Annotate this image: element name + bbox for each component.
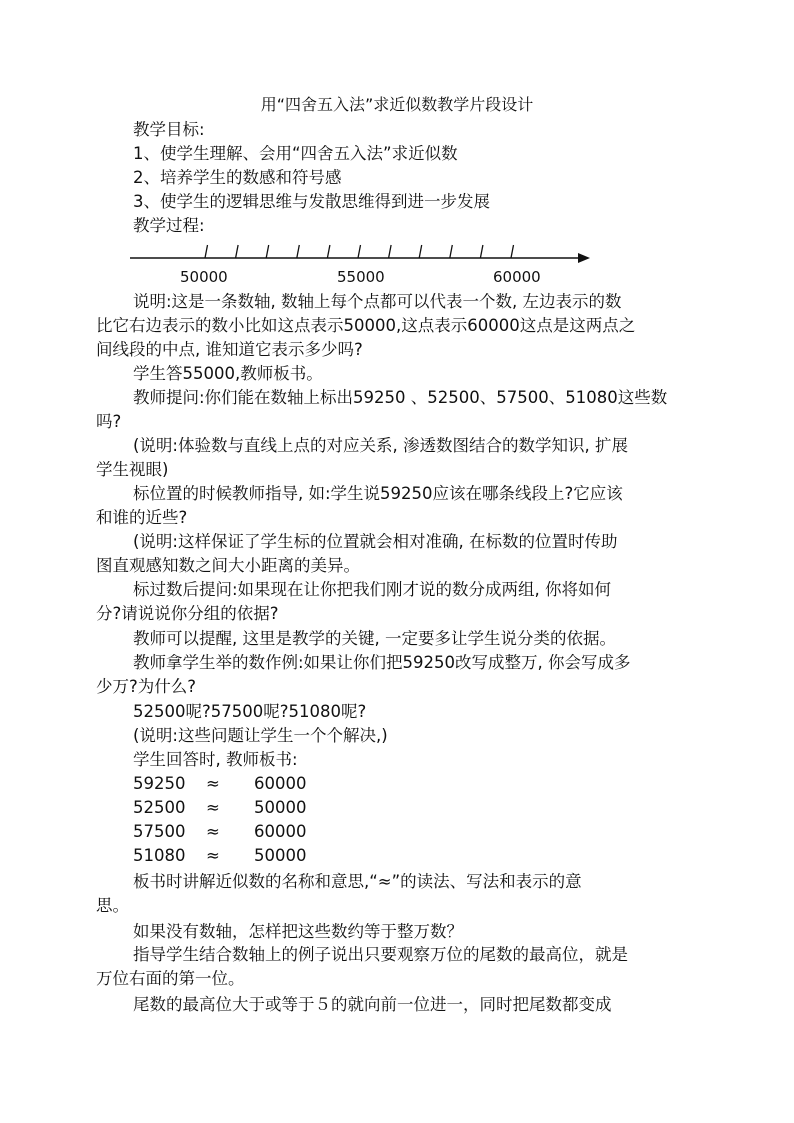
paragraph-line: 52500呢?57500呢?51080呢? xyxy=(133,702,367,721)
approx-right: 50000 xyxy=(254,798,307,817)
paragraph-line: 教师提问:你们能在数轴上标出59250 、52500、57500、51080这些数 xyxy=(133,388,668,407)
paragraph-line: 尾数的最高位大于或等于５的就向前一位进一，同时把尾数都变成 xyxy=(133,995,612,1014)
paragraph-line: 学生回答时, 教师板书: xyxy=(133,750,298,769)
number-line-tick xyxy=(511,245,514,258)
number-line-arrow xyxy=(578,253,590,263)
approx-symbol: ≈ xyxy=(206,798,220,817)
paragraph-line: 和谁的近些? xyxy=(96,508,188,527)
paragraph-line: 学生答55000,教师板书。 xyxy=(133,364,323,383)
paragraph-line: 分?请说说你分组的依据? xyxy=(96,604,279,623)
paragraph-line: 吗? xyxy=(96,412,122,431)
tick-label-50000: 50000 xyxy=(180,268,228,286)
number-line-tick xyxy=(205,245,208,258)
paragraph-line: 板书时讲解近似数的名称和意思,“≈”的读法、写法和表示的意 xyxy=(133,872,582,891)
paragraph-line: 学生视眼) xyxy=(96,460,169,479)
paragraph-line: (说明:这样保证了学生标的位置就会相对准确, 在标数的位置时传助 xyxy=(133,532,618,551)
number-line-tick xyxy=(419,245,422,258)
approx-left: 51080 xyxy=(133,846,186,865)
paragraph-line: 少万?为什么? xyxy=(96,677,197,696)
approx-left: 59250 xyxy=(133,774,186,793)
approx-left: 52500 xyxy=(133,798,186,817)
paragraph-line: 比它右边表示的数小比如这点表示50000,这点表示60000这点是这两点之 xyxy=(96,316,636,335)
paragraph-line: 图直观感知数之间大小距离的美异。 xyxy=(96,556,360,575)
paragraph-line: (说明:体验数与直线上点的对应关系, 渗透数图结合的数学知识, 扩展 xyxy=(133,436,628,455)
goal-item: 1、使学生理解、会用“四舍五入法”求近似数 xyxy=(133,144,458,163)
goal-item: 2、培养学生的数感和符号感 xyxy=(133,168,342,187)
tick-label-60000: 60000 xyxy=(493,268,541,286)
approx-right: 50000 xyxy=(254,846,307,865)
approx-symbol: ≈ xyxy=(206,822,220,841)
paragraph-line: 标过数后提问:如果现在让你把我们刚才说的数分成两组, 你将如何 xyxy=(133,580,612,599)
goals-heading: 教学目标: xyxy=(133,120,205,139)
approx-symbol: ≈ xyxy=(206,774,220,793)
paragraph-line: 教师可以提醒, 这里是教学的关键, 一定要多让学生说分类的依据。 xyxy=(133,629,616,648)
paragraph-line: 教师拿学生举的数作例:如果让你们把59250改写成整万, 你会写成多 xyxy=(133,653,631,672)
process-heading: 教学过程: xyxy=(133,216,205,235)
paragraph-line: 间线段的中点, 谁知道它表示多少吗? xyxy=(96,340,363,359)
number-line-tick xyxy=(327,245,330,258)
approx-left: 57500 xyxy=(133,822,186,841)
approx-right: 60000 xyxy=(254,822,307,841)
number-line-tick xyxy=(480,245,483,258)
number-line-tick xyxy=(450,245,453,258)
approx-symbol: ≈ xyxy=(206,846,220,865)
paragraph-line: (说明:这些问题让学生一个个解决,) xyxy=(133,726,388,745)
paragraph-line: 标位置的时候教师指导, 如:学生说59250应该在哪条线段上?它应该 xyxy=(133,484,623,503)
number-line-tick xyxy=(266,245,269,258)
page-title: 用“四舍五入法”求近似数教学片段设计 xyxy=(260,95,534,114)
paragraph-line: 思。 xyxy=(96,896,129,915)
tick-label-55000: 55000 xyxy=(337,268,385,286)
number-line-tick xyxy=(297,245,300,258)
number-line-tick xyxy=(236,245,239,258)
paragraph-line: 如果没有数轴，怎样把这些数约等于整万数？ xyxy=(133,922,463,941)
number-line-tick xyxy=(389,245,392,258)
number-line xyxy=(0,0,794,300)
paragraph-line: 指导学生结合数轴上的例子说出只要观察万位的尾数的最高位，就是 xyxy=(133,945,628,964)
number-line-tick xyxy=(358,245,361,258)
goal-item: 3、使学生的逻辑思维与发散思维得到进一步发展 xyxy=(133,192,490,211)
paragraph-line: 说明:这是一条数轴, 数轴上每个点都可以代表一个数, 左边表示的数 xyxy=(133,292,622,311)
approx-right: 60000 xyxy=(254,774,307,793)
paragraph-line: 万位右面的第一位。 xyxy=(96,969,245,988)
